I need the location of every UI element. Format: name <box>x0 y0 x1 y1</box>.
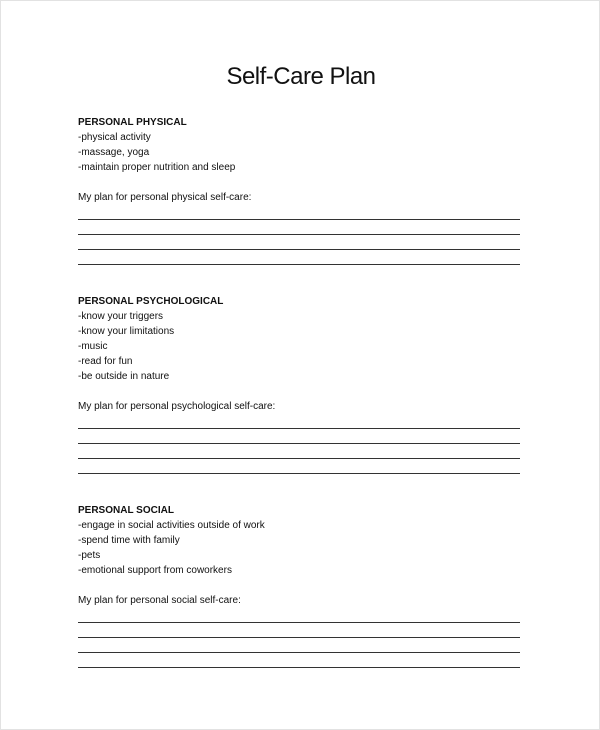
write-in-line[interactable] <box>78 625 520 640</box>
write-in-line[interactable] <box>78 252 520 267</box>
list-item: -know your triggers <box>78 311 164 322</box>
section-personal-psychological <box>78 294 520 476</box>
list-item: -know your limitations <box>78 326 175 337</box>
list-item: -spend time with family <box>78 535 180 546</box>
list-item: -read for fun <box>78 356 133 367</box>
list-item: -be outside in nature <box>78 371 170 382</box>
section-heading: PERSONAL PHYSICAL <box>78 117 187 128</box>
list-item: -pets <box>78 550 101 561</box>
section-personal-physical <box>78 115 520 267</box>
page-title: Self-Care Plan <box>226 63 376 90</box>
write-in-line[interactable] <box>78 416 520 431</box>
list-item: -emotional support from coworkers <box>78 565 232 576</box>
section-heading: PERSONAL PSYCHOLOGICAL <box>78 296 224 307</box>
write-in-line[interactable] <box>78 610 520 625</box>
section-heading: PERSONAL SOCIAL <box>78 505 174 516</box>
list-item: -physical activity <box>78 132 151 143</box>
plan-label: My plan for personal psychological self-care: <box>78 401 276 412</box>
write-in-line[interactable] <box>78 207 520 222</box>
list-item: -music <box>78 341 108 352</box>
list-item: -maintain proper nutrition and sleep <box>78 162 236 173</box>
write-in-line[interactable] <box>78 655 520 670</box>
list-item: -massage, yoga <box>78 147 150 158</box>
write-in-line[interactable] <box>78 237 520 252</box>
section-personal-social <box>78 503 520 670</box>
write-in-line[interactable] <box>78 640 520 655</box>
plan-label: My plan for personal physical self-care: <box>78 192 252 203</box>
plan-label: My plan for personal social self-care: <box>78 595 241 606</box>
write-in-line[interactable] <box>78 461 520 476</box>
write-in-line[interactable] <box>78 222 520 237</box>
write-in-line[interactable] <box>78 431 520 446</box>
list-item: -engage in social activities outside of work <box>78 520 265 531</box>
write-in-line[interactable] <box>78 446 520 461</box>
